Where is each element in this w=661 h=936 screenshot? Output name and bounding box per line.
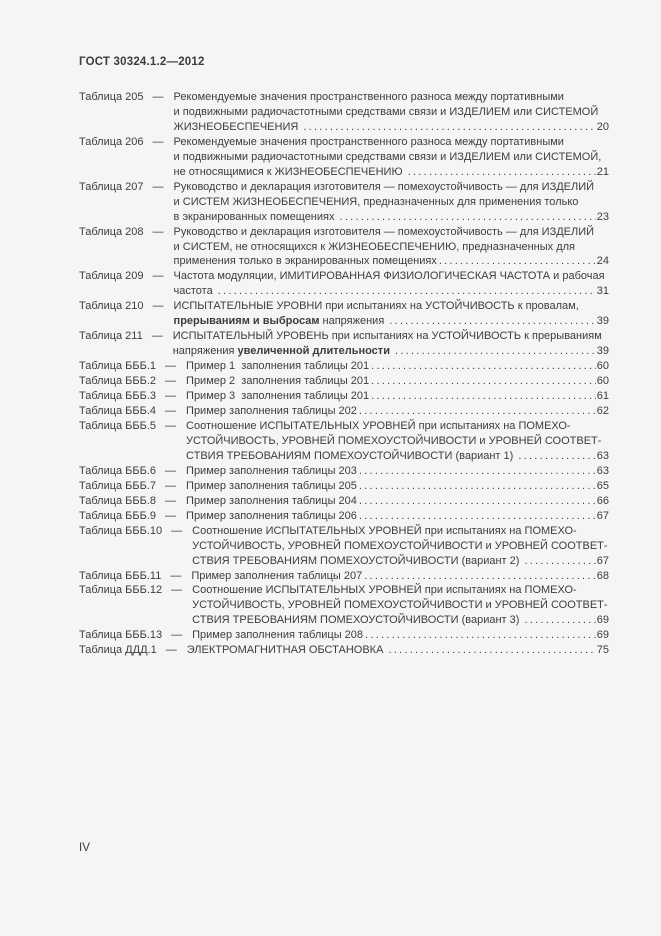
toc-entry-dash: —: [151, 330, 163, 343]
toc-entry-text: ЖИЗНЕОБЕСПЕЧЕНИЯ: [173, 120, 302, 133]
toc-entry-last-line: [192, 613, 609, 628]
toc-entry-dash: —: [171, 524, 183, 537]
dot-leader: [518, 449, 595, 464]
dot-leader: [364, 569, 596, 584]
toc-entry-title: [192, 628, 609, 643]
toc-entry-label: Таблица БББ.3: [79, 390, 157, 403]
dot-leader: [439, 254, 596, 269]
toc-entry-dash: —: [165, 509, 177, 522]
toc-entry-line: и СИСТЕМ, не относящихся к ЖИЗНЕОБЕСПЕЧЕНИЮ, предназначенных для: [173, 240, 575, 253]
toc-entry-label: Таблица БББ.7: [79, 479, 157, 492]
dot-leader: [218, 284, 596, 299]
dot-leader: [371, 359, 596, 374]
toc-entry-dash: —: [171, 629, 183, 642]
toc-entry-page-number: 67: [596, 509, 609, 522]
toc-entry-page-number: 67: [596, 554, 609, 567]
toc-entry-page-number: 21: [596, 165, 609, 178]
document-title: ГОСТ 30324.1.2—2012: [79, 56, 205, 68]
toc-entry-title: [174, 299, 609, 329]
toc-entry: [79, 628, 609, 643]
toc-entry-dash: —: [152, 270, 164, 283]
toc-entry-last-line: [192, 554, 609, 569]
dot-leader: [389, 314, 595, 329]
toc-entry: [79, 329, 609, 359]
toc-entry-text: в экранированных помещениях: [173, 210, 338, 223]
toc-entry-page-number: 23: [596, 210, 609, 223]
toc-entry-label: Таблица БББ.5: [79, 419, 157, 432]
toc-entry-last-line: [186, 464, 609, 479]
toc-entry-page-number: 65: [596, 479, 609, 492]
toc-entry-label: Таблица 209: [79, 270, 144, 283]
toc-entry-title: [186, 374, 609, 389]
toc-entry: [79, 479, 609, 494]
toc-entry: [79, 135, 609, 180]
toc-entry: [79, 643, 609, 658]
dot-leader: [365, 628, 596, 643]
toc-entry-label: Таблица БББ.4: [79, 405, 157, 418]
toc-entry: [79, 404, 609, 419]
toc-entry-page-number: 69: [596, 629, 609, 642]
toc-entry-dash: —: [165, 479, 177, 492]
toc-entry-last-line: [174, 165, 609, 180]
toc-entry-dash: —: [165, 360, 177, 373]
toc-entry-line: УСТОЙЧИВОСТЬ, УРОВНЕЙ ПОМЕХОУСТОЙЧИВОСТИ и УРОВНЕЙ СООТВЕТ-: [192, 599, 608, 612]
toc-entry-page-number: 60: [596, 360, 609, 373]
toc-entry-label: Таблица БББ.8: [79, 494, 157, 507]
toc-entry: [79, 419, 609, 464]
dot-leader: [524, 613, 595, 628]
toc-entry-line: ИСПЫТАТЕЛЬНЫЕ УРОВНИ при испытаниях на УСТОЙЧИВОСТЬ к провалам,: [173, 300, 579, 313]
toc-entry-title: [174, 135, 609, 180]
toc-entry-title: [186, 404, 609, 419]
toc-entry-line: и подвижными радиочастотными средствами связи и ИЗДЕЛИЕМ или СИСТЕМОЙ,: [173, 150, 602, 163]
dot-leader: [359, 494, 596, 509]
toc-entry-text: Пример заполнения таблицы 207: [191, 569, 363, 582]
toc-entry-page-number: 75: [596, 644, 609, 657]
toc-entry-last-line: [174, 284, 609, 299]
toc-entry: [79, 359, 609, 374]
toc-entry-page-number: 39: [596, 315, 609, 328]
toc-entry: [79, 524, 609, 569]
toc-entry: [79, 509, 609, 524]
toc-entry-title: [173, 329, 609, 359]
toc-entry-last-line: [186, 494, 609, 509]
toc-entry: [79, 464, 609, 479]
toc-entry: [79, 225, 609, 270]
toc-entry: [79, 269, 609, 299]
toc-entry-text: СТВИЯ ТРЕБОВАНИЯМ ПОМЕХОУСТОЙЧИВОСТИ (вариант 3): [192, 614, 523, 627]
toc-entry-dash: —: [165, 464, 177, 477]
toc-entry-text: напряжения: [172, 345, 238, 358]
toc-entry-text: Пример заполнения таблицы 203: [186, 464, 357, 477]
toc-entry-last-line: [174, 210, 609, 225]
toc-entry-page-number: 63: [596, 464, 609, 477]
toc-entry-title: [186, 464, 609, 479]
toc-entry-page-number: 60: [596, 375, 609, 388]
toc-entry-dash: —: [152, 300, 164, 313]
toc-entry-title: [186, 419, 609, 464]
toc-entry-label: Таблица БББ.2: [79, 375, 157, 388]
dot-leader: [359, 509, 596, 524]
toc-entry-page-number: 24: [596, 255, 609, 268]
toc-entry-text: напряжения: [319, 315, 388, 328]
toc-entry-title: [186, 389, 609, 404]
toc-entry-title: [186, 494, 609, 509]
table-of-contents: [79, 90, 609, 658]
toc-entry-page-number: 31: [596, 285, 609, 298]
toc-entry-title: [192, 583, 609, 628]
toc-entry-text: Пример заполнения таблицы 208: [192, 629, 364, 642]
toc-entry-label: Таблица БББ.6: [79, 464, 157, 477]
toc-entry-line: Рекомендуемые значения пространственного разноса между портативными: [173, 91, 564, 103]
toc-entry-last-line: [174, 254, 609, 269]
toc-entry-label: Таблица 205: [79, 91, 144, 103]
toc-entry-dash: —: [165, 419, 177, 432]
toc-entry-label: Таблица БББ.12: [79, 584, 163, 597]
toc-entry-label: Таблица 207: [79, 180, 144, 193]
toc-entry-page-number: 20: [596, 120, 609, 133]
toc-entry: [79, 180, 609, 225]
toc-entry-label: Таблица 210: [79, 300, 144, 313]
toc-entry-dash: —: [165, 494, 177, 507]
toc-entry-line: Соотношение ИСПЫТАТЕЛЬНЫХ УРОВНЕЙ при испытаниях на ПОМЕХО-: [192, 584, 577, 597]
toc-entry-dash: —: [152, 225, 164, 238]
toc-entry-title: [186, 479, 609, 494]
toc-entry-dash: —: [165, 644, 177, 657]
toc-entry-title: [192, 524, 609, 569]
toc-entry-line: Соотношение ИСПЫТАТЕЛЬНЫХ УРОВНЕЙ при испытаниях на ПОМЕХО-: [186, 419, 571, 432]
dot-leader: [359, 479, 596, 494]
dot-leader: [524, 554, 595, 569]
toc-entry: [79, 299, 609, 329]
toc-entry-page-number: 69: [596, 614, 609, 627]
toc-entry-dash: —: [171, 584, 183, 597]
toc-entry: [79, 389, 609, 404]
toc-entry-last-line: [186, 374, 609, 389]
toc-entry-dash: —: [152, 135, 164, 148]
toc-entry-last-line: [174, 120, 609, 135]
toc-entry-label: Таблица БББ.11: [79, 569, 162, 582]
toc-entry-dash: —: [165, 375, 177, 388]
toc-entry-text: Пример заполнения таблицы 206: [186, 509, 357, 522]
toc-entry-title: [186, 359, 609, 374]
toc-entry-line: Рекомендуемые значения пространственного разноса между портативными: [173, 135, 564, 148]
dot-leader: [371, 389, 596, 404]
toc-entry-title: [187, 643, 609, 658]
toc-entry-page-number: 63: [596, 449, 609, 462]
toc-entry-line: УСТОЙЧИВОСТЬ, УРОВНЕЙ ПОМЕХОУСТОЙЧИВОСТИ и УРОВНЕЙ СООТВЕТ-: [186, 434, 602, 447]
toc-entry-text: Пример 1 заполнения таблицы 201: [186, 360, 370, 373]
toc-entry-label: Таблица БББ.9: [79, 509, 157, 522]
toc-entry-text: Пример заполнения таблицы 205: [186, 479, 357, 492]
toc-entry-page-number: 68: [596, 569, 609, 582]
toc-entry-label: Таблица 208: [79, 225, 144, 238]
toc-entry-text: частота: [173, 285, 216, 298]
dot-leader: [359, 464, 596, 479]
toc-entry-dash: —: [170, 569, 182, 582]
toc-entry-line: УСТОЙЧИВОСТЬ, УРОВНЕЙ ПОМЕХОУСТОЙЧИВОСТИ и УРОВНЕЙ СООТВЕТ-: [192, 539, 608, 552]
toc-entry-label: Таблица БББ.10: [79, 524, 163, 537]
toc-entry: [79, 494, 609, 509]
toc-entry-line: Частота модуляции, ИМИТИРОВАННАЯ ФИЗИОЛОГИЧЕСКАЯ ЧАСТОТА и рабочая: [173, 270, 605, 283]
toc-entry-last-line: [174, 314, 609, 329]
toc-entry-text: применения только в экранированных помещениях: [173, 255, 437, 268]
toc-entry-title: [191, 569, 609, 584]
toc-entry-text: Пример 2 заполнения таблицы 201: [186, 375, 370, 388]
toc-entry-text: Пример заполнения таблицы 202: [186, 405, 357, 418]
toc-entry-text: ЭЛЕКТРОМАГНИТНАЯ ОБСТАНОВКА: [186, 644, 387, 657]
toc-entry-last-line: [186, 359, 609, 374]
toc-entry-text: Пример заполнения таблицы 204: [186, 494, 357, 507]
toc-entry-label: Таблица БББ.1: [79, 360, 157, 373]
toc-entry-line: Руководство и декларация изготовителя — помехоустойчивость — для ИЗДЕЛИЙ: [173, 180, 595, 193]
toc-entry-page-number: 39: [596, 345, 609, 358]
toc-entry-last-line: [173, 344, 609, 359]
dot-leader: [408, 165, 596, 180]
toc-entry-title: [174, 225, 609, 270]
toc-entry-dash: —: [152, 91, 164, 103]
toc-entry-label: Таблица 211: [79, 330, 143, 343]
toc-entry-text: [390, 344, 393, 359]
toc-entry-title: [174, 90, 609, 135]
dot-leader: [359, 404, 596, 419]
toc-entry: [79, 90, 609, 135]
toc-entry-line: Соотношение ИСПЫТАТЕЛЬНЫХ УРОВНЕЙ при испытаниях на ПОМЕХО-: [192, 524, 577, 537]
toc-entry-line: и подвижными радиочастотными средствами связи и ИЗДЕЛИЕМ или СИСТЕМОЙ: [173, 105, 599, 118]
toc-entry-page-number: 61: [596, 390, 609, 403]
dot-leader: [340, 210, 596, 225]
toc-entry-last-line: [186, 389, 609, 404]
toc-entry-label: Таблица 206: [79, 135, 144, 148]
toc-entry: [79, 374, 609, 389]
toc-entry-title: [174, 269, 609, 299]
page-number-footer: IV: [79, 842, 90, 854]
toc-entry: [79, 583, 609, 628]
toc-entry-line: ИСПЫТАТЕЛЬНЫЙ УРОВЕНЬ при испытаниях на УСТОЙЧИВОСТЬ к прерываниям: [172, 330, 602, 343]
toc-entry-page-number: 66: [596, 494, 609, 507]
toc-entry-text: СТВИЯ ТРЕБОВАНИЯМ ПОМЕХОУСТОЙЧИВОСТИ (вариант 1): [186, 449, 517, 462]
dot-leader: [395, 344, 596, 359]
toc-entry-text: СТВИЯ ТРЕБОВАНИЯМ ПОМЕХОУСТОЙЧИВОСТИ (вариант 2): [192, 554, 523, 567]
toc-entry-label: Таблица ДДД.1: [79, 644, 157, 657]
toc-entry-text: Пример 3 заполнения таблицы 201: [186, 390, 370, 403]
toc-entry-text-bold: прерываниям и выбросам: [173, 315, 320, 328]
dot-leader: [303, 120, 595, 135]
toc-entry-title: [186, 509, 609, 524]
toc-entry-dash: —: [165, 405, 177, 418]
toc-entry-last-line: [186, 509, 609, 524]
toc-entry-label: Таблица БББ.13: [79, 629, 163, 642]
toc-entry-last-line: [186, 404, 609, 419]
toc-entry: [79, 569, 609, 584]
toc-entry-dash: —: [165, 390, 177, 403]
toc-entry-last-line: [192, 628, 609, 643]
toc-entry-line: и СИСТЕМ ЖИЗНЕОБЕСПЕЧЕНИЯ, предназначенных для применения только: [173, 195, 579, 208]
dot-leader: [388, 643, 595, 658]
toc-entry-text-bold: увеличенной длительности: [237, 345, 390, 358]
toc-entry-page-number: 62: [596, 405, 609, 418]
toc-entry-last-line: [186, 449, 609, 464]
toc-entry-last-line: [187, 643, 609, 658]
toc-entry-text: не относящимися к ЖИЗНЕОБЕСПЕЧЕНИЮ: [173, 165, 406, 178]
toc-entry-last-line: [186, 479, 609, 494]
dot-leader: [371, 374, 596, 389]
toc-entry-dash: —: [152, 180, 164, 193]
toc-entry-title: [174, 180, 609, 225]
toc-entry-line: Руководство и декларация изготовителя — помехоустойчивость — для ИЗДЕЛИЙ: [173, 225, 595, 238]
toc-entry-last-line: [191, 569, 609, 584]
